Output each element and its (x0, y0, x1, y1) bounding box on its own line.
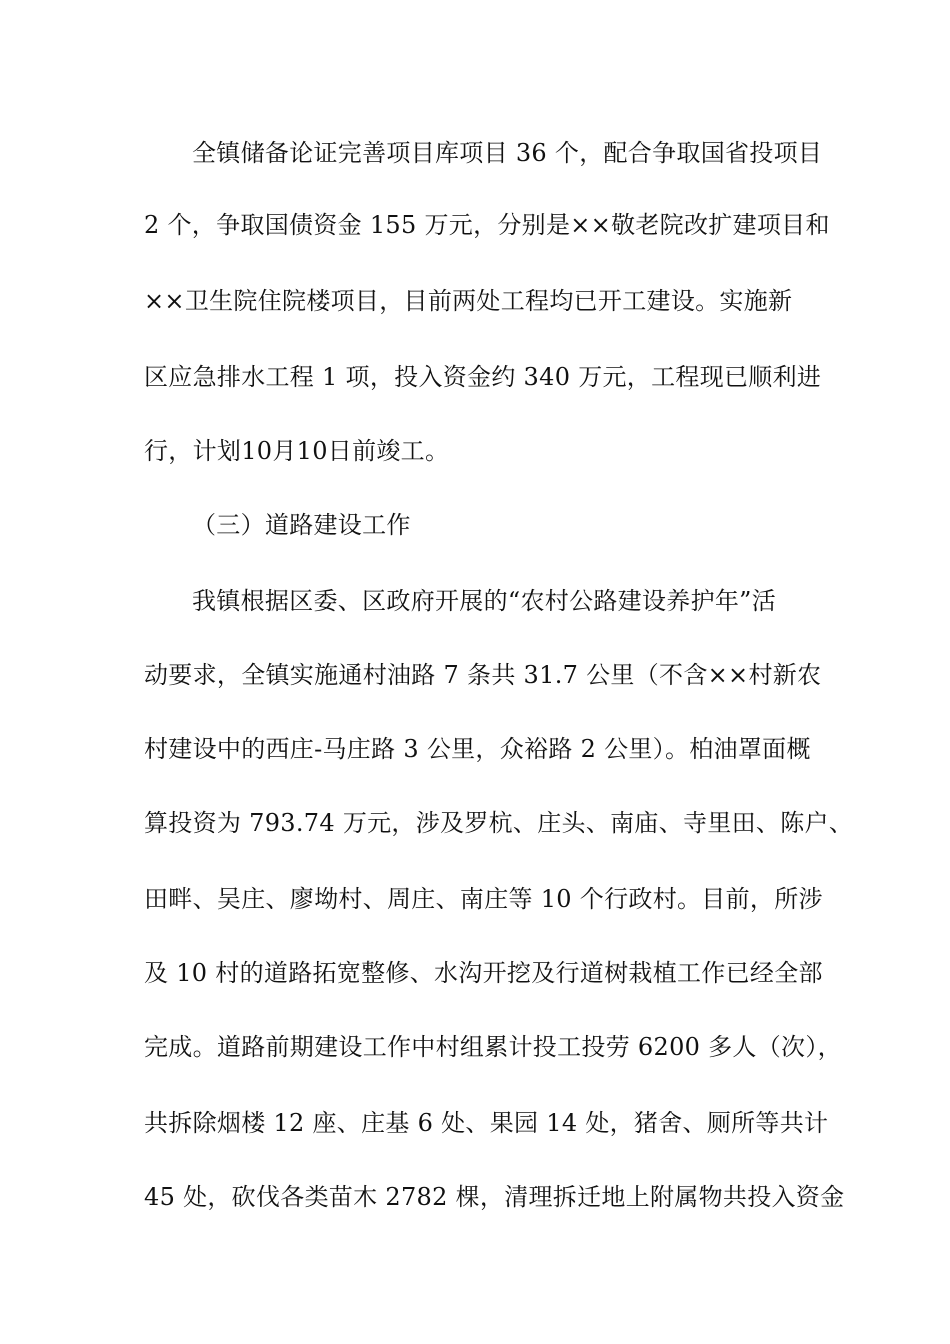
paragraph-line-10: 田畔、吴庄、廖坳村、周庄、南庄等 10 个行政村。目前，所涉 (144, 885, 823, 913)
paragraph-line-7: 动要求，全镇实施通村油路 7 条共 31.7 公里（不含××村新农 (144, 661, 822, 689)
section-heading: （三）道路建设工作 (192, 511, 411, 539)
paragraph-line-6: 我镇根据区委、区政府开展的“农村公路建设养护年”活 (192, 587, 777, 615)
paragraph-line-2: 2 个，争取国债资金 155 万元，分别是××敬老院改扩建项目和 (144, 211, 830, 239)
paragraph-line-9: 算投资为 793.74 万元，涉及罗杭、庄头、南庙、寺里田、陈户、 (144, 809, 854, 837)
paragraph-line-3: ××卫生院住院楼项目，目前两处工程均已开工建设。实施新 (144, 287, 793, 315)
paragraph-line-8: 村建设中的西庄-马庄路 3 公里，众裕路 2 公里）。柏油罩面概 (144, 735, 811, 763)
paragraph-line-13: 共拆除烟楼 12 座、庄基 6 处、果园 14 处，猪舍、厕所等共计 (144, 1109, 829, 1137)
paragraph-line-5: 行，计划10月10日前竣工。 (144, 437, 450, 465)
paragraph-line-11: 及 10 村的道路拓宽整修、水沟开挖及行道树栽植工作已经全部 (144, 959, 823, 987)
paragraph-line-4: 区应急排水工程 1 项，投入资金约 340 万元，工程现已顺利进 (144, 363, 822, 391)
paragraph-line-14: 45 处，砍伐各类苗木 2782 棵，清理拆迁地上附属物共投入资金 (144, 1183, 845, 1211)
paragraph-line-1: 全镇储备论证完善项目库项目 36 个，配合争取国省投项目 (192, 139, 823, 167)
paragraph-line-12: 完成。道路前期建设工作中村组累计投工投劳 6200 多人（次）， (144, 1033, 842, 1061)
